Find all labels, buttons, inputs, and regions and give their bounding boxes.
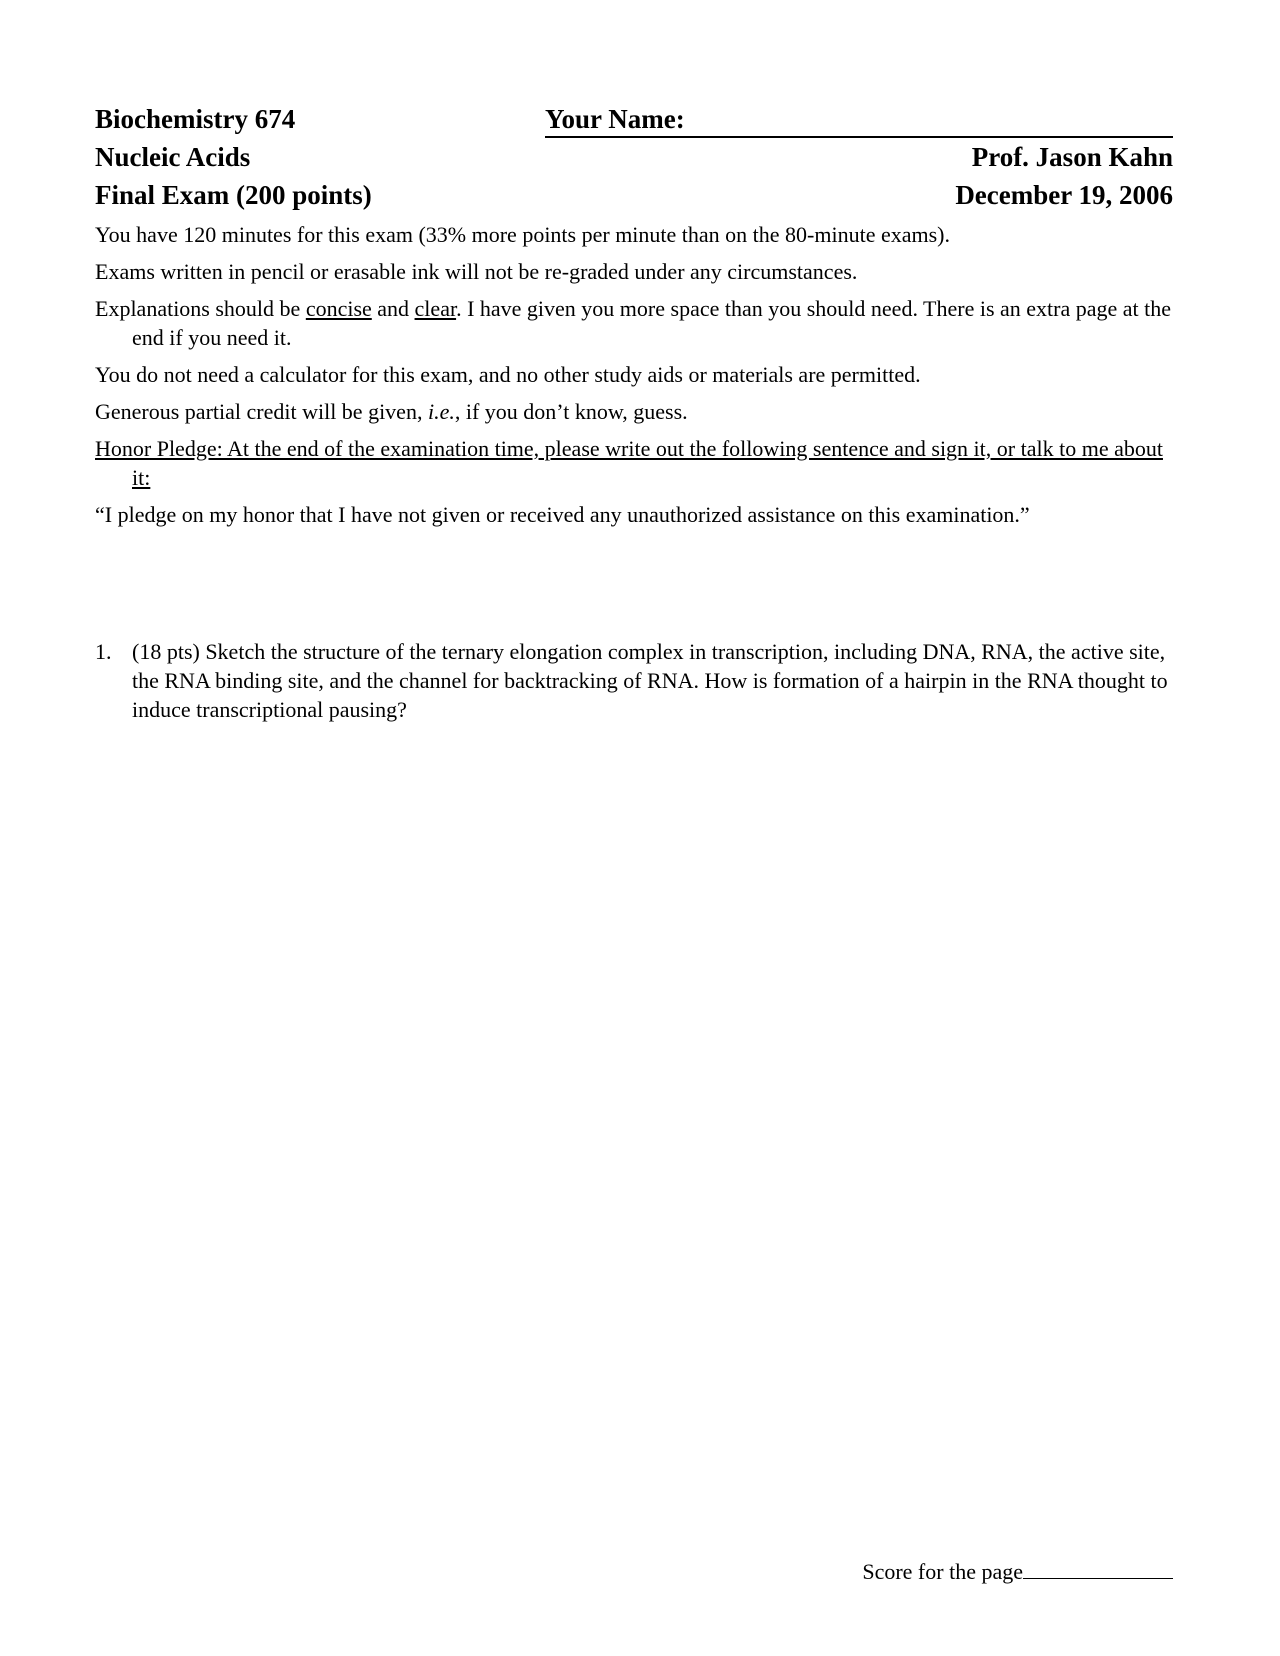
credit-text-1: Generous partial credit will be given, — [95, 399, 428, 424]
score-label: Score for the page — [862, 1559, 1023, 1584]
clear-word: clear — [414, 296, 457, 321]
explain-text-2: and — [371, 296, 415, 321]
question-1 — [95, 637, 1173, 724]
name-field[interactable] — [545, 100, 1173, 138]
course-subtitle: Nucleic Acids — [95, 142, 251, 172]
concise-word: concise — [305, 296, 372, 321]
explain-text-3: . I have given you more space than you should need. There is an extra page at the end if you need it. — [132, 296, 1172, 350]
score-blank[interactable] — [1023, 1556, 1173, 1579]
exam-page — [95, 100, 1173, 724]
question-text: (18 pts) Sketch the structure of the ternary elongation complex in transcription, including DNA, RNA, the active site, the RNA binding site, and the channel for backtracking of RNA. How is formation of a hairpin in the RNA thought to induce transcriptional pausing? — [132, 639, 1168, 722]
professor-name: Prof. Jason Kahn — [971, 142, 1173, 172]
course-title: Biochemistry 674 — [95, 104, 296, 134]
credit-ie: i.e. — [427, 399, 455, 424]
question-number: 1. — [95, 639, 112, 664]
page-score — [862, 1556, 1173, 1586]
instruction-explanations — [95, 294, 1173, 352]
instruction-calculator: You do not need a calculator for this exam, and no other study aids or materials are permitted. — [95, 362, 921, 387]
instruction-credit — [95, 397, 1173, 426]
header-row-3 — [95, 176, 1173, 214]
name-label: Your Name: — [545, 104, 685, 134]
pledge-quote: “I pledge on my honor that I have not given or received any unauthorized assistance on this examination.” — [95, 502, 1030, 527]
credit-text-2: , if you don’t know, guess. — [454, 399, 688, 424]
instruction-time: You have 120 minutes for this exam (33% more points per minute than on the 80-minute exams). — [95, 222, 951, 247]
header-row-2 — [95, 138, 1173, 176]
exam-title: Final Exam (200 points) — [95, 180, 372, 210]
honor-pledge: Honor Pledge: At the end of the examination time, please write out the following sentence and sign it, or talk to me about it: — [95, 436, 1163, 490]
exam-date: December 19, 2006 — [955, 180, 1173, 210]
explain-text-1: Explanations should be — [95, 296, 306, 321]
instruction-pencil: Exams written in pencil or erasable ink will not be re-graded under any circumstances. — [95, 259, 858, 284]
header-row-1 — [95, 100, 1173, 138]
